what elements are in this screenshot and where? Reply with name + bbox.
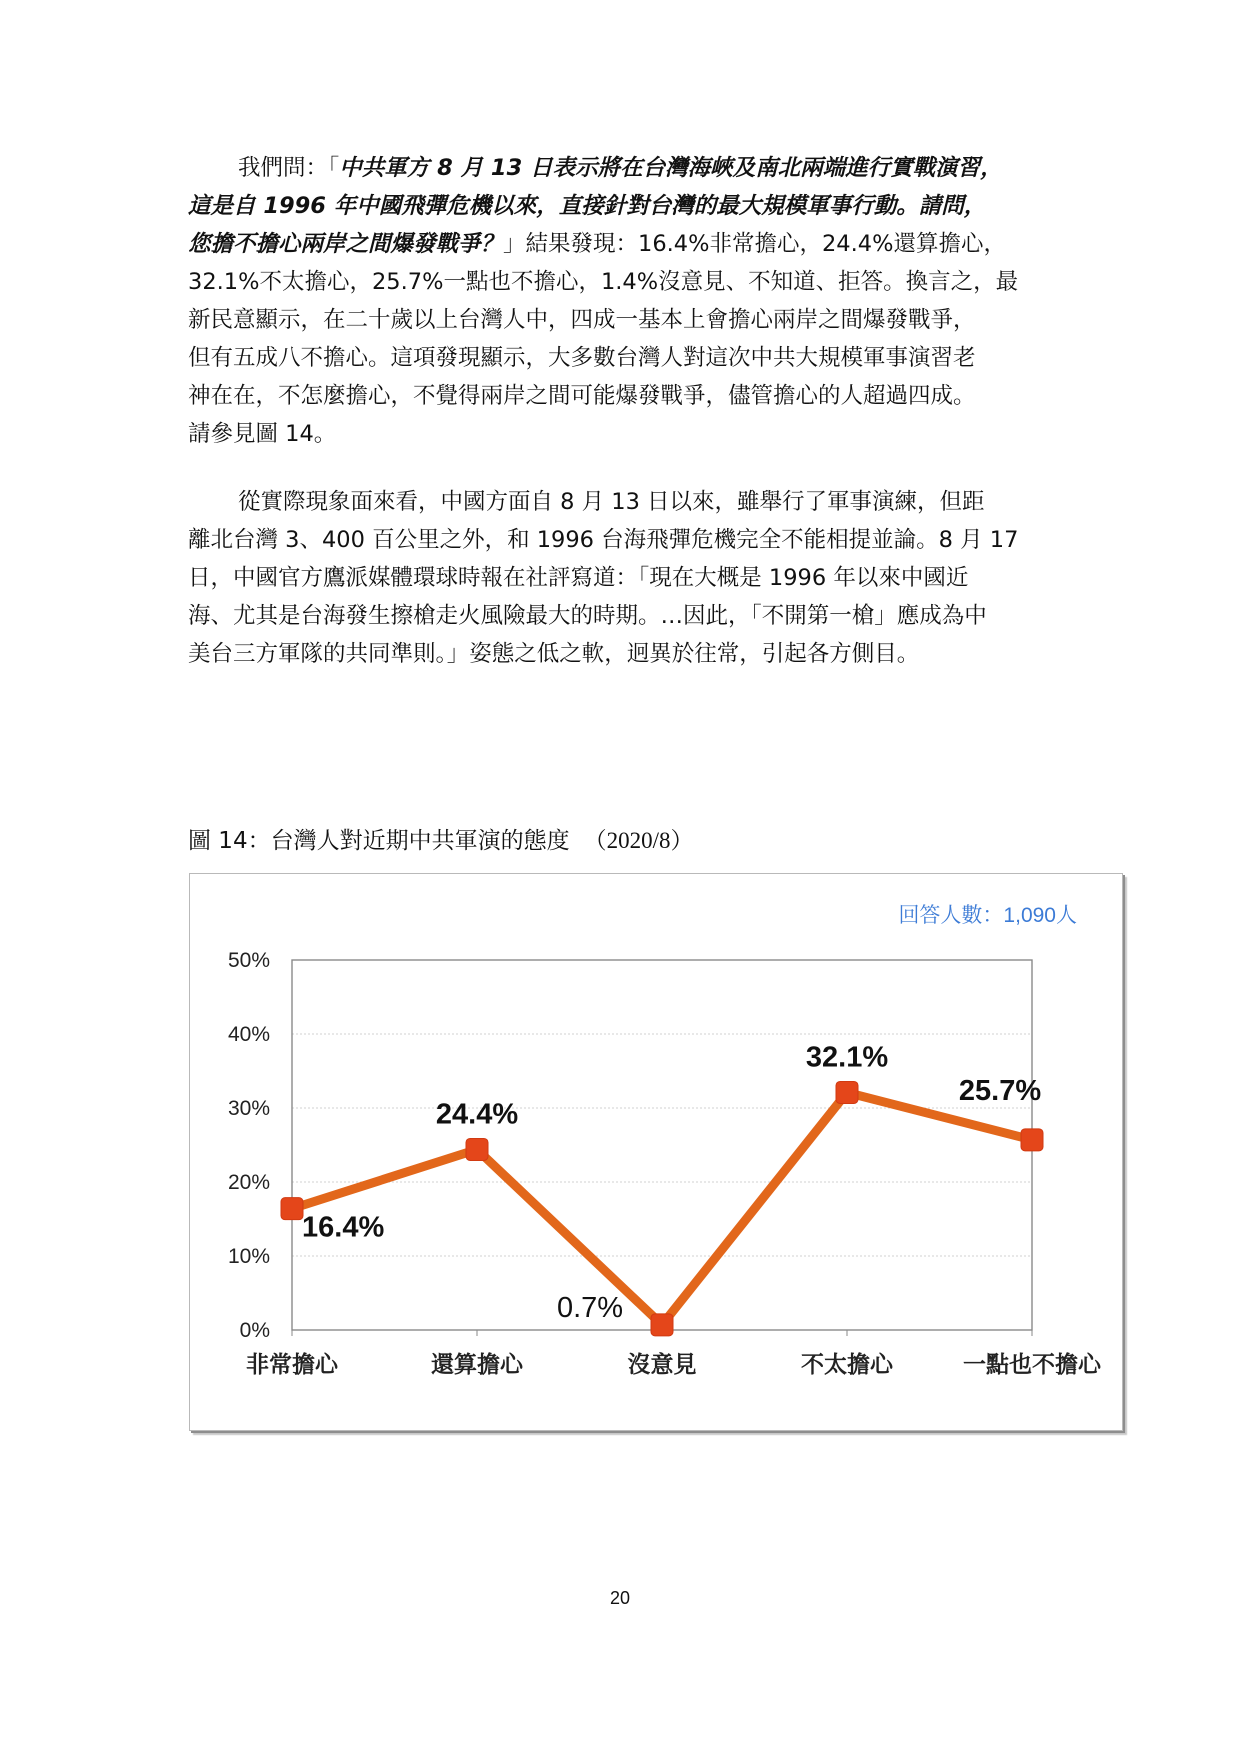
- x-category-label: 非常擔心: [246, 1352, 338, 1378]
- chart-frame: [189, 873, 1123, 1431]
- y-tick-label: 20%: [227, 1171, 270, 1194]
- x-category-label: 不太擔心: [801, 1352, 893, 1378]
- respondent-count-annotation: 回答人數：1,090人: [898, 904, 1077, 927]
- paragraph-2-line-3: 日，中國官方鷹派媒體環球時報在社評寫道：「現在大概是 1996 年以來中國近: [188, 565, 969, 591]
- paragraph-1-line-4: 32.1%不太擔心，25.7%一點也不擔心，1.4%沒意見、不知道、拒答。換言之，最: [188, 269, 1019, 295]
- paragraph-1: [188, 149, 1060, 453]
- x-category-label: 一點也不擔心: [963, 1352, 1101, 1378]
- paragraph-1-line-7: 神在在，不怎麼擔心，不覺得兩岸之間可能爆發戰爭，儘管擔心的人超過四成。: [188, 383, 976, 409]
- y-tick-label: 30%: [227, 1097, 270, 1120]
- y-tick-label: 40%: [227, 1023, 270, 1046]
- question-intro: 我們問：「: [238, 155, 340, 181]
- data-label: 0.7%: [556, 1291, 624, 1324]
- data-point-marker: [1021, 1129, 1043, 1151]
- y-tick-label: 0%: [239, 1319, 270, 1342]
- paragraph-2-line-4: 海、尤其是台海發生擦槍走火風險最大的時期。…因此，「不開第一槍」應成為中: [188, 603, 987, 629]
- data-point-marker: [836, 1081, 858, 1103]
- data-label: 16.4%: [302, 1211, 385, 1244]
- plot-area-border: [292, 960, 1032, 1330]
- question-text-2: 這是自 1996 年中國飛彈危機以來，直接針對台灣的最大規模軍事行動。請問，: [188, 193, 987, 219]
- paragraph-1-line-6: 但有五成八不擔心。這項發現顯示，大多數台灣人對這次中共大規模軍事演習老: [188, 345, 976, 371]
- paragraph-1-line-5: 新民意顯示，在二十歲以上台灣人中，四成一基本上會擔心兩岸之間爆發戰爭，: [188, 307, 976, 333]
- figure-title: 圖 14：台灣人對近期中共軍演的態度: [188, 828, 570, 854]
- figure-date: （2020/8）: [583, 828, 694, 853]
- x-category-label: 沒意見: [627, 1352, 697, 1378]
- data-point-marker: [651, 1314, 673, 1336]
- series-line: [292, 1092, 1032, 1324]
- data-label: 25.7%: [958, 1074, 1042, 1107]
- question-text-1: 中共軍方 8 月 13 日表示將在台灣海峽及南北兩端進行實戰演習，: [339, 155, 1003, 181]
- question-text-3: 您擔不擔心兩岸之間爆發戰爭？: [188, 231, 504, 257]
- line-chart: [190, 874, 1122, 1430]
- figure-caption: [188, 822, 693, 855]
- paragraph-1-line-2: [188, 187, 1060, 225]
- result-intro: 」結果發現：16.4%非常擔心，24.4%還算擔心，: [503, 231, 1006, 257]
- data-label: 32.1%: [805, 1041, 889, 1074]
- y-tick-label: 50%: [227, 949, 270, 972]
- paragraph-2-line-5: 美台三方軍隊的共同準則。」姿態之低之軟，迥異於往常，引起各方側目。: [188, 641, 920, 667]
- y-tick-label: 10%: [227, 1245, 270, 1268]
- paragraph-2-line-2: 離北台灣 3、400 百公里之外，和 1996 台海飛彈危機完全不能相提並論。8 月 17: [188, 527, 1019, 553]
- paragraph-2-line-1: 從實際現象面來看，中國方面自 8 月 13 日以來，雖舉行了軍事演練，但距: [238, 489, 985, 515]
- data-point-marker: [466, 1138, 488, 1160]
- data-point-marker: [281, 1198, 303, 1220]
- data-label: 24.4%: [435, 1098, 519, 1131]
- paragraph-1-line-1: [188, 149, 1060, 187]
- page-number: 20: [609, 1588, 631, 1608]
- paragraph-1-line-3: [188, 225, 1060, 263]
- paragraph-2: [188, 483, 1060, 673]
- x-category-label: 還算擔心: [431, 1352, 523, 1378]
- paragraph-1-line-8: 請參見圖 14。: [188, 421, 337, 447]
